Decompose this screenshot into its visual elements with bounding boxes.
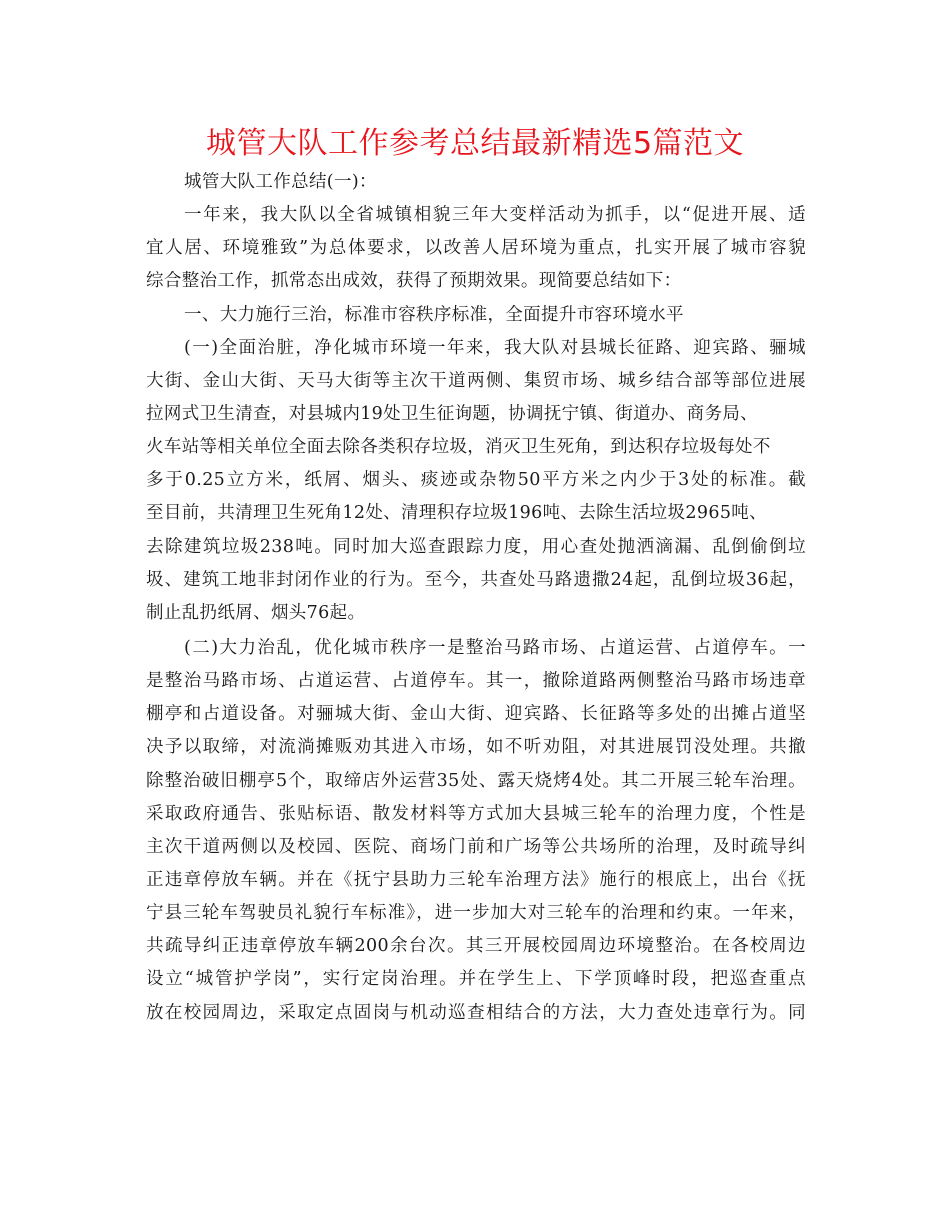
section-heading: 一、大力施行三治，标准市容秩序标准，全面提升市容环境水平 <box>184 304 684 325</box>
paragraph-line: 正违章停放车辆。并在《抚宁县助力三轮车治理方法》施行的根底上，出台《抚 <box>146 869 806 890</box>
paragraph-line: 主次干道两侧以及校园、医院、商场门前和广场等公共场所的治理，及时疏导纠 <box>146 836 806 857</box>
paragraph-line: 宜人居、环境雅致”为总体要求，以改善人居环境为重点，扎实开展了城市容貌 <box>146 238 806 259</box>
paragraph-line: 除整治破旧棚亭5个，取缔店外运营35处、露天烧烤4处。其二开展三轮车治理。 <box>146 770 806 791</box>
paragraph-line: 拉网式卫生清查，对县城内19处卫生征询题，协调抚宁镇、街道办、商务局、 <box>146 403 759 424</box>
paragraph-line: 大街、金山大街、天马大街等主次干道两侧、集贸市场、城乡结合部等部位进展 <box>146 370 806 391</box>
paragraph-line: 放在校园周边，采取定点固岗与机动巡查相结合的方法，大力查处违章行为。同 <box>146 1002 806 1023</box>
paragraph-line: (二)大力治乱，优化城市秩序一是整治马路市场、占道运营、占道停车。一 <box>184 637 806 658</box>
document-body <box>146 166 806 1030</box>
paragraph-line: 火车站等相关单位全面去除各类积存垃圾，消灭卫生死角，到达积存垃圾每处不 <box>146 437 771 458</box>
paragraph-line: 至目前，共清理卫生死角12处、清理积存垃圾196吨、去除生活垃圾2965吨、 <box>146 503 768 524</box>
section-heading: 城管大队工作总结(一)： <box>184 172 377 192</box>
paragraph-line: 多于0.25立方米，纸屑、烟头、痰迹或杂物50平方米之内少于3处的标准。截 <box>146 470 806 491</box>
document-title: 城管大队工作参考总结最新精选5篇范文 <box>205 126 745 161</box>
paragraph-line: 是整治马路市场、占道运营、占道停车。其一，撤除道路两侧整治马路市场违章 <box>146 671 806 692</box>
paragraph-line: 圾、建筑工地非封闭作业的行为。至今，共查处马路遗撒24起，乱倒垃圾36起， <box>146 569 806 590</box>
paragraph-line: 设立“城管护学岗”，实行定岗治理。并在学生上、下学顶峰时段，把巡查重点 <box>146 969 806 990</box>
paragraph-line: 宁县三轮车驾驶员礼貌行车标准》，进一步加大对三轮车的治理和约束。一年来， <box>146 903 806 924</box>
paragraph-line: 一年来，我大队以全省城镇相貌三年大变样活动为抓手，以“促进开展、适 <box>184 205 806 226</box>
paragraph-line: 共疏导纠正违章停放车辆200余台次。其三开展校园周边环境整治。在各校周边 <box>146 936 806 957</box>
paragraph-line: 综合整治工作，抓常态出成效，获得了预期效果。现简要总结如下： <box>146 271 682 292</box>
paragraph-line: 去除建筑垃圾238吨。同时加大巡查跟踪力度，用心查处抛洒滴漏、乱倒偷倒垃 <box>146 536 806 557</box>
paragraph-line: 决予以取缔，对流淌摊贩劝其进入市场，如不听劝阻，对其进展罚没处理。共撤 <box>146 737 806 758</box>
paragraph-line: 采取政府通告、张贴标语、散发材料等方式加大县城三轮车的治理力度，个性是 <box>146 803 806 824</box>
paragraph-line: (一)全面治脏，净化城市环境一年来，我大队对县城长征路、迎宾路、骊城 <box>184 337 806 358</box>
paragraph-line: 棚亭和占道设备。对骊城大街、金山大街、迎宾路、长征路等多处的出摊占道坚 <box>146 704 806 725</box>
paragraph-line: 制止乱扔纸屑、烟头76起。 <box>146 602 366 623</box>
